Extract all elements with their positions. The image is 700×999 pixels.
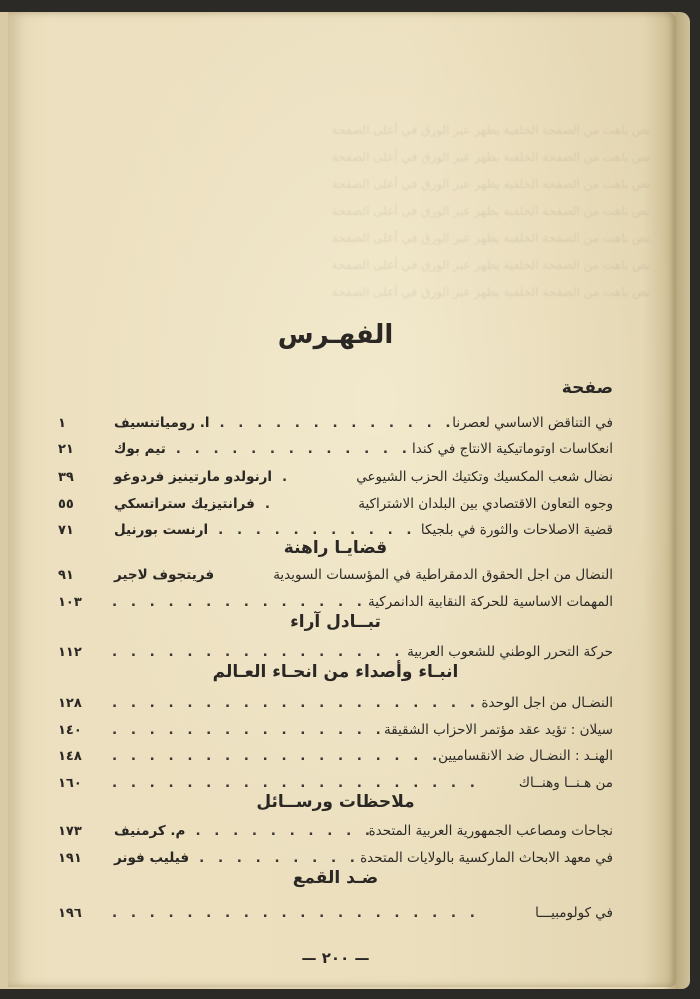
entry-page: ١٩٦	[58, 905, 82, 921]
bleed-line: نص باهت من الصفحة الخلفية يظهر عبر الورق في أعلى الصفحة	[331, 123, 650, 137]
paper-page	[8, 12, 676, 987]
entry-page: ١٤٨	[58, 748, 82, 764]
entry-page: ١٦٠	[58, 775, 82, 791]
section-heading: انبـاء وأصداء من انحـاء العـالم	[212, 662, 459, 682]
entry-title: حركة التحرر الوطني للشعوب العربية	[407, 644, 613, 660]
bleed-line: نص باهت من الصفحة الخلفية يظهر عبر الورق في أعلى الصفحة	[331, 204, 650, 218]
bleed-through-text	[50, 117, 650, 306]
leader-dots	[189, 850, 360, 866]
page-number: — ٢٠٠ —	[301, 949, 370, 967]
bleed-line: نص باهت من الصفحة الخلفية يظهر عبر الورق في أعلى الصفحة	[331, 285, 650, 299]
entry-title: النضال من اجل الحقوق الدمقراطية في المؤسسات السويدية	[273, 567, 613, 583]
bleed-line: نص باهت من الصفحة الخلفية يظهر عبر الورق في أعلى الصفحة	[331, 150, 650, 164]
leader-dots	[209, 415, 452, 431]
entry-page: ١٩١	[58, 850, 82, 866]
section-heading: قضايـا راهنة	[283, 538, 388, 558]
entry-author: ا. رومياتنسيف	[114, 415, 210, 431]
leader-dots	[102, 775, 519, 791]
entry-title: النضـال من اجل الوحدة	[481, 695, 613, 711]
entry-title: وجوه التعاون الاقتصادي بين البلدان الاشتراكية	[358, 496, 613, 512]
leader-dots	[102, 695, 481, 711]
entry-page: ٥٥	[58, 496, 74, 512]
entry-page: ٣٩	[58, 469, 74, 485]
entry-title: من هـنــا وهنــاك	[518, 775, 613, 791]
leader-dots	[208, 522, 421, 538]
entry-author: تيم بوك	[114, 441, 166, 457]
entry-page: ٢١	[58, 441, 74, 457]
index-entry	[58, 818, 613, 844]
entry-title: نجاحات ومصاعب الجمهورية العربية المتحدة	[368, 823, 613, 839]
entry-title: في كولومبيـــا	[535, 905, 613, 921]
entry-title: نضال شعب المكسيك وتكتيك الحزب الشيوعي	[356, 469, 613, 485]
entry-page: ١٧٣	[58, 823, 82, 839]
page-column-label: صفحة	[561, 378, 613, 398]
index-entry	[58, 410, 613, 436]
leader-dots: .	[264, 496, 281, 512]
entry-author: فيليب فونر	[114, 850, 190, 866]
section-heading: تبــادل آراء	[290, 612, 381, 632]
index-entry	[58, 491, 613, 517]
entry-page: ٩١	[58, 567, 74, 583]
leader-dots	[102, 748, 438, 764]
entry-page: ١	[58, 415, 66, 431]
entry-title: قضية الاصلاحات والثورة في بلجيكا	[420, 522, 613, 538]
entry-title: في معهد الابحاث الماركسية بالولايات المتحدة	[360, 850, 613, 866]
entry-title: الهنـد : النضـال ضد الانقساميين	[438, 748, 613, 764]
entry-title: سيلان : تؤيد عقد مؤتمر الاحزاب الشقيقة	[384, 722, 613, 738]
entry-title: انعكاسات اوتوماتيكية الانتاج في كندا	[412, 441, 613, 457]
entry-author: م. كرمنيف	[114, 823, 186, 839]
bleed-line: نص باهت من الصفحة الخلفية يظهر عبر الورق في أعلى الصفحة	[331, 177, 650, 191]
entry-page: ١٢٨	[58, 695, 82, 711]
leader-dots: .	[282, 469, 299, 485]
leader-dots	[102, 905, 535, 921]
entry-author: فرانتيزيك ستراتسكي	[114, 496, 255, 512]
leader-dots	[102, 644, 407, 660]
index-entry	[58, 690, 613, 716]
index-entry	[58, 900, 613, 926]
leader-dots	[166, 441, 412, 457]
section-heading: ضـد القمع	[292, 868, 379, 888]
bleed-line: نص باهت من الصفحة الخلفية يظهر عبر الورق في أعلى الصفحة	[331, 258, 650, 272]
entry-page: ١١٢	[58, 644, 82, 660]
index-entry	[58, 436, 613, 462]
entry-author: فريتجوف لاجير	[114, 567, 215, 583]
index-entry	[58, 717, 613, 743]
leader-dots	[185, 823, 368, 839]
page-title: الفهـرس	[277, 320, 394, 350]
bleed-line: نص باهت من الصفحة الخلفية يظهر عبر الورق في أعلى الصفحة	[331, 231, 650, 245]
entry-page: ١٠٣	[58, 594, 82, 610]
section-heading: ملاحظات ورســائل	[256, 792, 415, 812]
index-entry	[58, 464, 613, 490]
leader-dots	[102, 594, 368, 610]
index-entry	[58, 562, 613, 588]
entry-author: ارنولدو مارتينيز فردوغو	[114, 469, 273, 485]
entry-title: في التناقض الاساسي لعصرنا	[452, 415, 613, 431]
entry-title: المهمات الاساسية للحركة النقابية الدانمركية	[368, 594, 613, 610]
entry-author: ارنست بورنيل	[114, 522, 209, 538]
index-entry	[58, 743, 613, 769]
entry-page: ٧١	[58, 522, 74, 538]
entry-page: ١٤٠	[58, 722, 82, 738]
leader-dots	[102, 722, 384, 738]
